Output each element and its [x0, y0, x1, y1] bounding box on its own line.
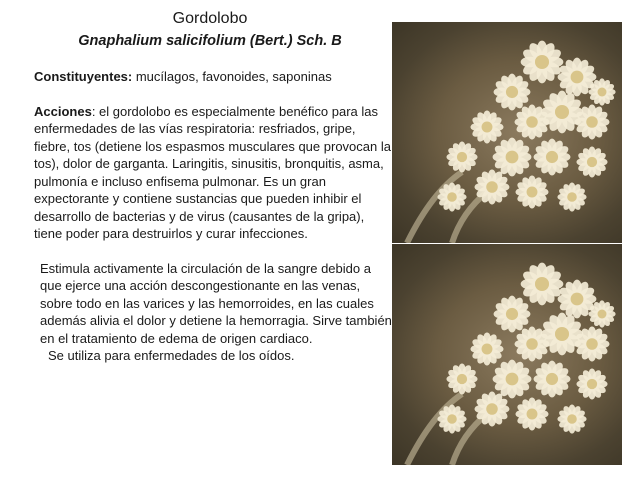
constituyentes-text: mucílagos, favonoides, saponinas — [132, 69, 332, 84]
constituyentes-label: Constituyentes: — [34, 69, 133, 84]
slide-title: Gordolobo — [172, 10, 248, 27]
oidos-paragraph: Se utiliza para enfermedades de los oídos. — [48, 348, 295, 363]
body-text — [34, 68, 392, 365]
flower-cluster-graphic — [392, 22, 622, 243]
slide-subtitle: Gnaphalium salicifolium (Bert.) Sch. B — [78, 33, 342, 49]
acciones-label: Acciones — [34, 103, 92, 119]
flower-cluster-graphic — [392, 244, 622, 465]
acciones-text: : el gordolobo es especialmente benéfico para las enfermedades de las vías respiratoria: resfriados, gripe, fiebre, tos (detiene los espasmos musculares que provocan la tos), dolor de garganta. Laringitis, sinusitis, bronquitis, asma, pulmonía e incluso enfisema pulmonar. Es un gran expectorante y contiene sustancias que pueden inhibir el desarrollo de bacterias y de virus (causantes de la gripa), tiene poder para destruirlos y curar infecciones. — [34, 103, 391, 241]
circulacion-paragraph: Estimula activamente la circulación de la sangre debido a que ejerce una acción descongestionante en las venas, sobre todo en las varices y las hemorroides, en las cuales además alivia el dolor y detiene la hemorragia. Sirve también en el tratamiento de edema de origen cardiaco. — [40, 260, 392, 346]
flower-photo-bottom — [392, 244, 622, 465]
constituyentes-paragraph — [34, 68, 392, 86]
flower-photo-top — [392, 22, 622, 243]
acciones-paragraph — [34, 103, 392, 243]
